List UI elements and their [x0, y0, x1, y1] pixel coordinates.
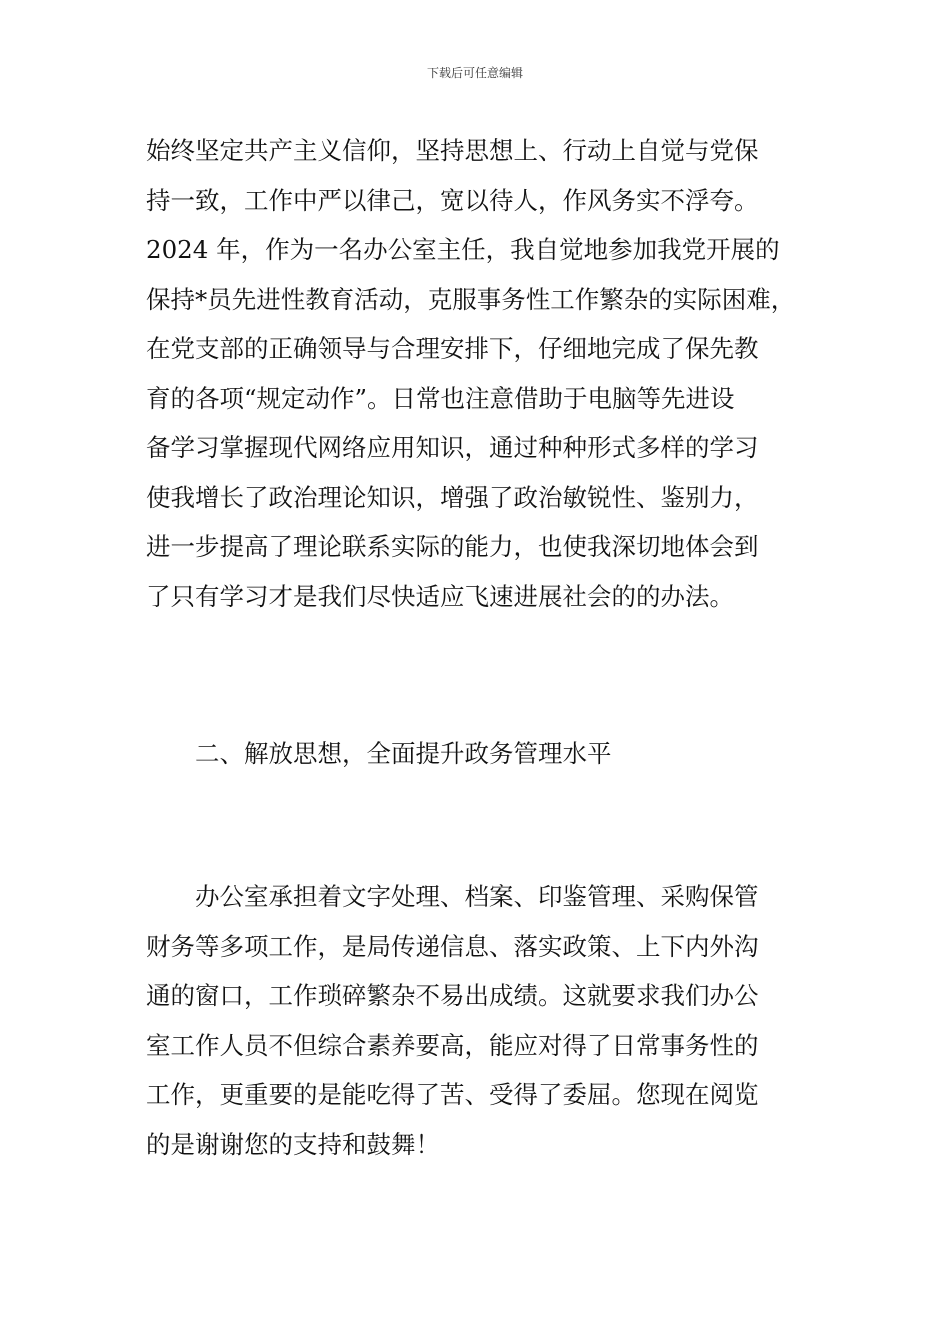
- section-heading: [195, 729, 895, 779]
- paragraph-office-duties: [146, 872, 846, 1169]
- paragraph-line: 在党支部的正确领导与合理安排下，仔细地完成了保先教: [146, 334, 759, 363]
- paragraph-line: 始终坚定共产主义信仰，坚持思想上、行动上自觉与党保: [146, 136, 759, 165]
- paragraph-line: 育的各项“规定动作”。日常也注意借助于电脑等先进设: [146, 383, 735, 413]
- paragraph-line: 办公室承担着文字处理、档案、印鉴管理、采购保管: [195, 882, 759, 911]
- paragraph-line: 通的窗口，工作琐碎繁杂不易出成绩。这就要求我们办公: [146, 981, 759, 1010]
- paragraph-line: 持一致，工作中严以律己，宽以待人，作风务实不浮夸。: [146, 185, 759, 215]
- paragraph-line: 进一步提高了理论联系实际的能力，也使我深切地体会到: [146, 532, 759, 561]
- paragraph-party-education: [146, 126, 846, 621]
- paragraph-line: 2024 年，作为一名办公室主任，我自觉地参加我党开展的: [146, 235, 780, 264]
- paragraph-line: 保持*员先进性教育活动，克服事务性工作繁杂的实际困难，: [146, 284, 796, 314]
- paragraph-line: 备学习掌握现代网络应用知识，通过种种形式多样的学习: [146, 433, 759, 462]
- page-header: 下载后可任意编辑: [426, 66, 523, 80]
- paragraph-line: 的是谢谢您的支持和鼓舞！: [146, 1129, 440, 1159]
- paragraph-line: 工作，更重要的是能吃得了苦、受得了委屈。您现在阅览: [146, 1080, 759, 1109]
- paragraph-line: 使我增长了政治理论知识，增强了政治敏锐性、鉴别力，: [146, 482, 759, 512]
- section-heading-text: 二、解放思想，全面提升政务管理水平: [195, 739, 612, 768]
- paragraph-line: 财务等多项工作，是局传递信息、落实政策、上下内外沟: [146, 931, 759, 961]
- paragraph-line: 了只有学习才是我们尽快适应飞速进展社会的的办法。: [146, 581, 734, 611]
- paragraph-line: 室工作人员不但综合素养要高，能应对得了日常事务性的: [146, 1030, 759, 1060]
